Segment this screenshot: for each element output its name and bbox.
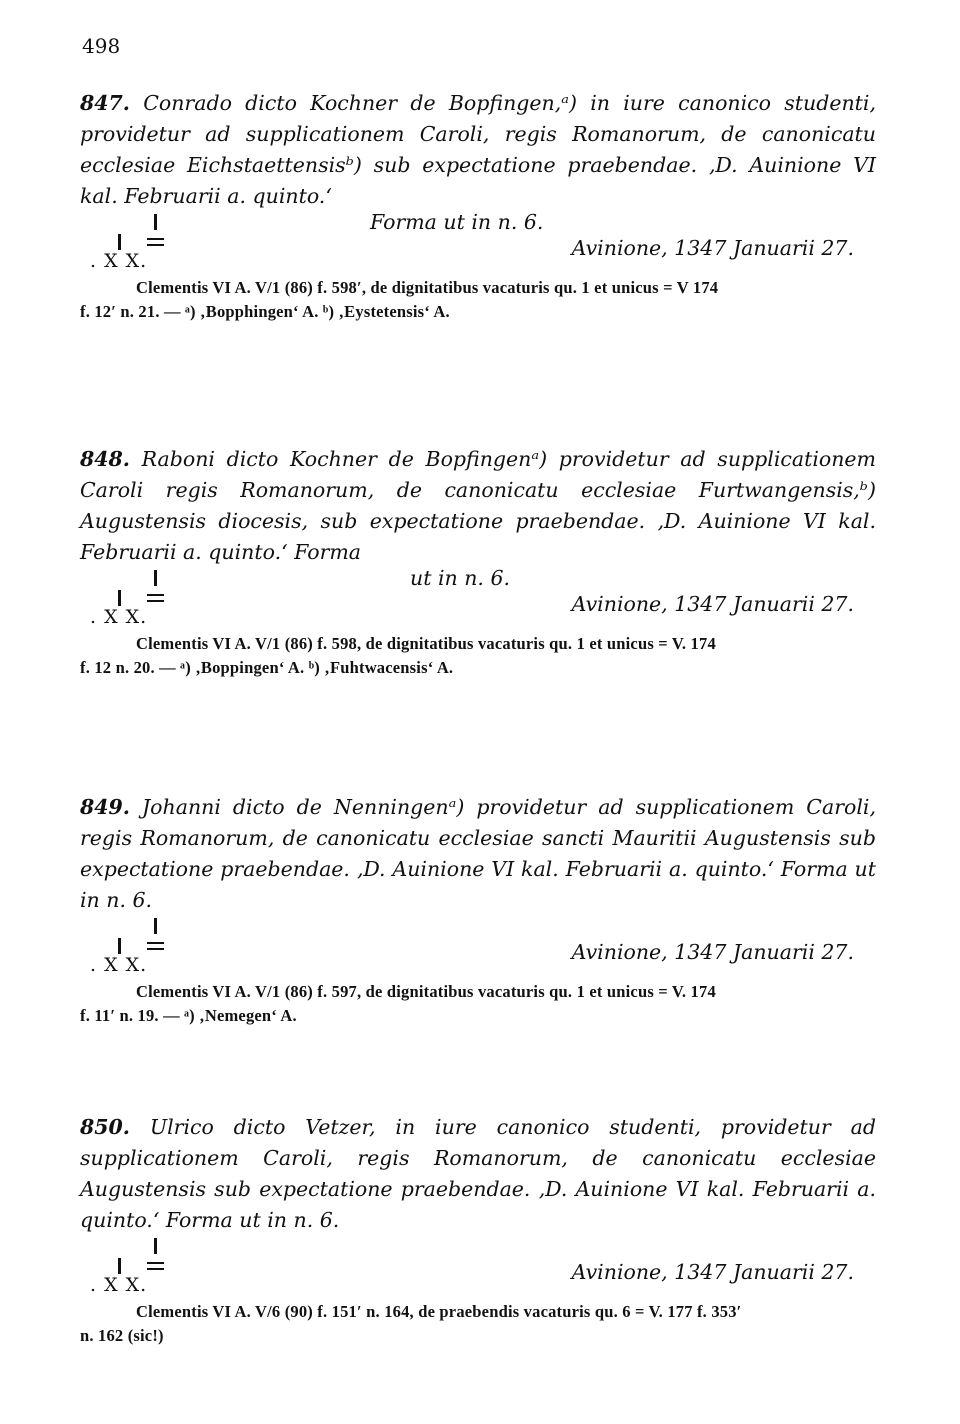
entry-date: Avinione, 1347 Januarii 27.: [571, 940, 854, 964]
sigla-mark: [154, 1238, 157, 1254]
note-line: n. 162 (sic!): [80, 1326, 164, 1345]
sigla-text: . X X.: [90, 1274, 148, 1296]
sigla-mark: [118, 938, 121, 954]
registry-sigla: [90, 568, 180, 632]
registry-sigla: [90, 212, 180, 276]
sigla-mark: [147, 244, 164, 246]
entry-signature-row: [80, 916, 880, 980]
entry-body: [80, 792, 880, 916]
sigla-mark: [154, 918, 157, 934]
entry-848: [80, 444, 880, 680]
forma-reference: ut in n. 6.: [410, 566, 511, 590]
note-line: f. 11′ n. 19. — ᵃ) ‚Nemegen‘ A.: [80, 1006, 297, 1025]
entry-849: [80, 792, 880, 1028]
entry-850: [80, 1112, 880, 1348]
entry-number: 847.: [80, 91, 130, 115]
entry-date: Avinione, 1347 Januarii 27.: [571, 592, 854, 616]
entry-note: [80, 632, 880, 680]
sigla-mark: [118, 590, 121, 606]
note-line: Clementis VI A. V/1 (86) f. 598, de dignitatibus vacaturis qu. 1 et unicus = V. 174: [136, 634, 716, 653]
sigla-mark: [154, 570, 157, 586]
forma-reference: Forma ut in n. 6.: [370, 210, 544, 234]
entry-text: Conrado dicto Kochner de Bopfingen,ᵃ) in iure canonico studenti, providetur ad supplicationem Caroli, regis Romanorum, de canonicatu ecclesiae Eichstaettensisᵇ) sub expectatione praebendae. ‚D. Auinione VI kal. Februarii a. quinto.‘: [80, 91, 876, 208]
sigla-mark: [118, 234, 121, 250]
entry-signature-row: [80, 212, 880, 276]
note-line: Clementis VI A. V/1 (86) f. 597, de dignitatibus vacaturis qu. 1 et unicus = V. 174: [136, 982, 716, 1001]
page-number: 498: [82, 34, 121, 58]
sigla-text: . X X.: [90, 954, 148, 976]
entry-847: [80, 88, 880, 324]
note-line: Clementis VI A. V/1 (86) f. 598′, de dignitatibus vacaturis qu. 1 et unicus = V 174: [136, 278, 719, 297]
note-line: f. 12 n. 20. — ᵃ) ‚Boppingen‘ A. ᵇ) ‚Fuhtwacensis‘ A.: [80, 658, 454, 677]
sigla-mark: [147, 1262, 164, 1264]
note-line: Clementis VI A. V/6 (90) f. 151′ n. 164, de praebendis vacaturis qu. 6 = V. 177 f. 353′: [136, 1302, 742, 1321]
entry-date: Avinione, 1347 Januarii 27.: [571, 1260, 854, 1284]
sigla-text: . X X.: [90, 606, 148, 628]
sigla-mark: [147, 600, 164, 602]
entry-text: Ulrico dicto Vetzer, in iure canonico studenti, providetur ad supplicationem Caroli, regis Romanorum, de canonicatu ecclesiae Augustensis sub expectatione praebendae. ‚D. Auinione VI kal. Februarii a. quinto.‘ Forma ut in n. 6.: [80, 1115, 876, 1232]
entry-body: [80, 88, 880, 212]
sigla-mark: [147, 1268, 164, 1270]
entry-signature-row: [80, 1236, 880, 1300]
entry-signature-row: [80, 568, 880, 632]
entry-text: Raboni dicto Kochner de Bopfingenᵃ) providetur ad supplicationem Caroli regis Romanorum, de canonicatu ecclesiae Furtwangensis,ᵇ) Augustensis diocesis, sub expectatione praebendae. ‚D. Auinione VI kal. Februarii a. quinto.‘ Forma: [80, 447, 876, 564]
registry-sigla: [90, 916, 180, 980]
sigla-mark: [118, 1258, 121, 1274]
sigla-text: . X X.: [90, 250, 148, 272]
registry-sigla: [90, 1236, 180, 1300]
entry-number: 849.: [80, 795, 130, 819]
entry-text: Johanni dicto de Nenningenᵃ) providetur ad supplicationem Caroli, regis Romanorum, de canonicatu ecclesiae sancti Mauritii Augustensis sub expectatione praebendae. ‚D. Auinione VI kal. Februarii a. quinto.‘ Forma ut in n. 6.: [80, 795, 876, 912]
sigla-mark: [147, 948, 164, 950]
entry-date: Avinione, 1347 Januarii 27.: [571, 236, 854, 260]
entry-number: 850.: [80, 1115, 130, 1139]
entry-body: [80, 1112, 880, 1236]
sigla-mark: [147, 594, 164, 596]
sigla-mark: [147, 238, 164, 240]
sigla-mark: [154, 214, 157, 230]
entry-note: [80, 1300, 880, 1348]
entry-note: [80, 276, 880, 324]
entry-body: [80, 444, 880, 568]
entry-number: 848.: [80, 447, 130, 471]
entry-note: [80, 980, 880, 1028]
sigla-mark: [147, 942, 164, 944]
note-line: f. 12′ n. 21. — ᵃ) ‚Bopphingen‘ A. ᵇ) ‚Eystetensis‘ A.: [80, 302, 450, 321]
